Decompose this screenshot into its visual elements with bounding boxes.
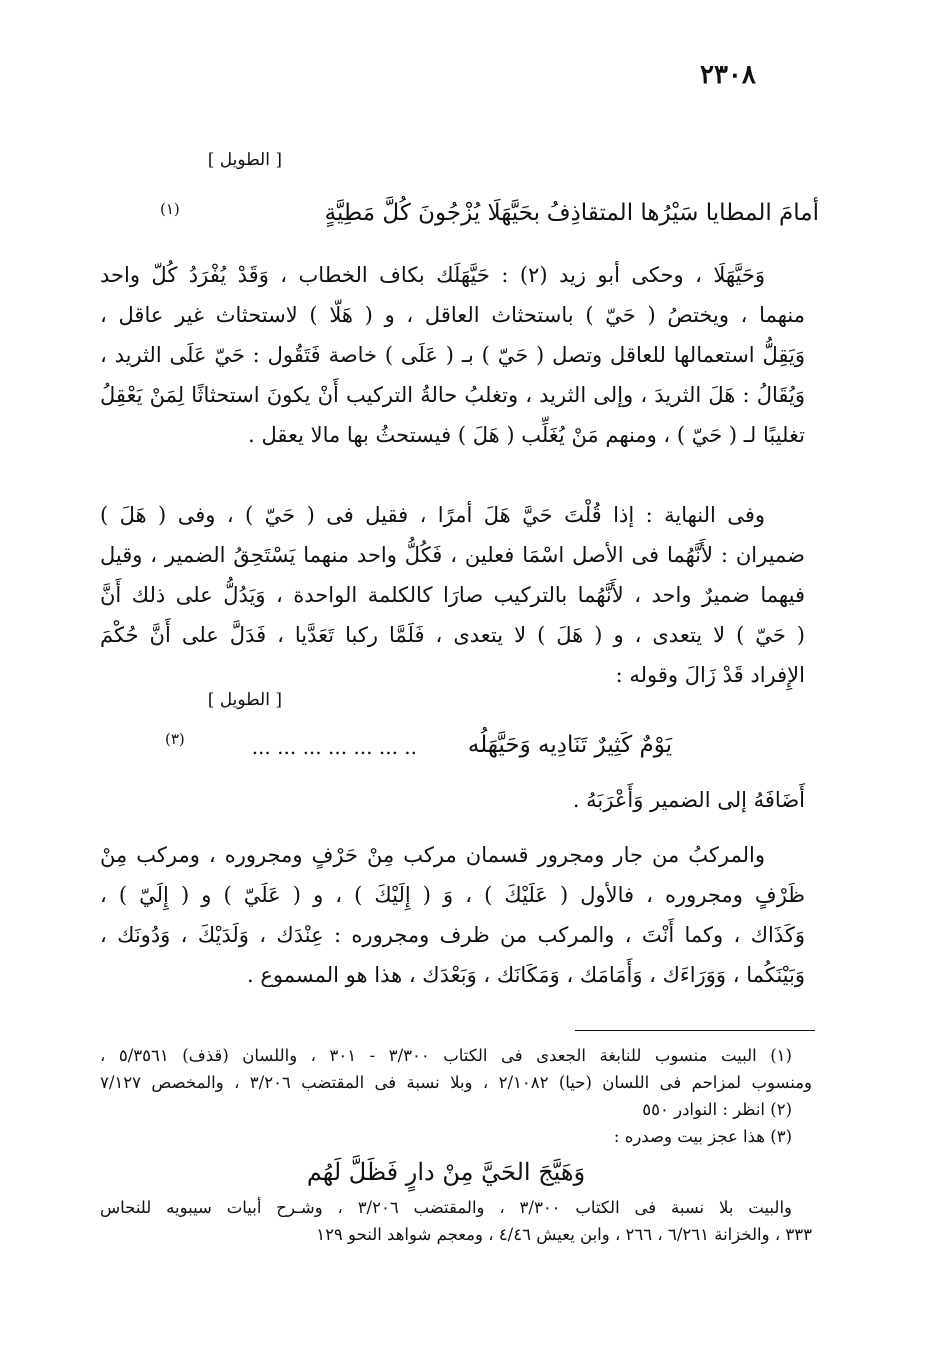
para3-line: ظَرْفٍ ومجروره ، فالأول ( عَلَيْكَ ) ، وَ ( إِلَيْكَ ) ، و ( عَلَيّ ) و ( إِلَيّ ) ، bbox=[100, 883, 805, 907]
footnote-2: (٢) انظر : النوادر ٥٥٠ bbox=[642, 1100, 792, 1119]
para3-line: وَبَيْنَكُما ، وَوَرَاءَك ، وَأَمَامَك ، وَمَكَانَك ، وَبَعْدَك ، هذا هو المسموع . bbox=[246, 963, 805, 987]
verse1-first-hemistich: بحَيَّهَلَا يُزْجُونَ كُلَّ مَطِيَّةٍ bbox=[324, 200, 540, 226]
footnote-1-line-2: ومنسوب لمزاحم فى اللسان (حيا) ٢/١٠٨٢ ، وبلا نسبة فى المقتضب ٣/٢٠٦ ، والمخصص ٧/١٢٧ bbox=[100, 1073, 812, 1092]
after-verse2-line: أَضَافَهُ إلى الضمير وَأَعْرَبَهُ . bbox=[572, 788, 805, 812]
para1-line: وَيَقِلُّ استعمالها للعاقل وتصل ( حَيّ ) بـ ( عَلَى ) خاصة فَتَقُول : حَيّ عَلَى الثريد ، bbox=[100, 343, 805, 367]
para2-line: الإِفراد قَدْ زَالَ وقوله : bbox=[615, 663, 805, 687]
footnote-separator bbox=[575, 1030, 815, 1031]
meter-label: [ الطويل ] bbox=[207, 150, 282, 170]
para2-line: فيهما ضميرٌ واحد ، لأَنَّهُما بالتركيب صارَا كالكلمة الواحدة ، وَيَدُلُّ على ذلك أَنَّ bbox=[100, 583, 805, 607]
footnotes bbox=[100, 1042, 812, 1248]
para1-line: تغليبًا لـ ( حَيّ ) ، ومنهم مَنْ يُغَلِّب ( هَلَ ) فيستحثُ بها مالا يعقل . bbox=[248, 423, 805, 447]
after-verse2 bbox=[100, 780, 805, 820]
para2-line: ضميران : لأَنَّهُما فى الأصل اسْمَا فعلين ، فَكُلُّ واحد منهما يَسْتَحِقُ الضمير ، وقيل bbox=[100, 543, 805, 567]
footnote-3-line-2: ٣٣٣ ، والخزانة ٦/٢٦١ ، ٢٦٦ ، وابن يعيش ٤/٤٦ ، ومعجم شواهد النحو ١٢٩ bbox=[316, 1225, 812, 1244]
meter-label-2: [ الطويل ] bbox=[207, 690, 282, 710]
verse1-second-hemistich: أمامَ المطايا سَيْرُها المتقاذِفُ bbox=[546, 200, 819, 226]
verse2-dots: .. ... ... ... ... ... ... bbox=[251, 735, 417, 759]
paragraph-1 bbox=[100, 255, 805, 455]
paragraph-2 bbox=[100, 495, 805, 695]
footnote-3: (٣) هذا عجز بيت وصدره : bbox=[613, 1127, 792, 1146]
footnote-1-line-1: (١) البيت منسوب للنابغة الجعدى فى الكتاب ٣/٣٠٠ - ٣٠١ ، واللسان (قذف) ٥/٣٥٦١ ، bbox=[100, 1046, 792, 1065]
verse2-note-ref: (٣) bbox=[165, 730, 185, 748]
footnote-3-verse: وَهَيَّجَ الحَيَّ مِنْ دارٍ فَظَلَّ لَهُم bbox=[306, 1158, 586, 1186]
paragraph-3 bbox=[100, 835, 805, 995]
para2-line: وفى النهاية : إذا قُلْتَ حَيَّ هَلَ أمرًا ، فقيل فى ( حَيّ ) ، وفى ( هَلَ ) bbox=[100, 503, 765, 527]
para1-line: وَيُقَالُ : هَلَ الثريدَ ، وإلى الثريد ، وتغلبُ حالةُ التركيب أَنْ يكونَ استحثاثًا لِمَنْ يَعْقِلُ bbox=[100, 383, 805, 407]
footnote-3-line-1: والبيت بلا نسبة فى الكتاب ٣/٣٠٠ ، والمقتضب ٣/٢٠٦ ، وشـرح أبيات سيبويه للنحاس bbox=[100, 1198, 792, 1217]
verse1-note-ref: (١) bbox=[160, 200, 180, 218]
para1-line: وَحَيَّهَلَا ، وحكى أبو زيد (٢) : حَيَّهَلَك بكاف الخطاب ، وَقَدْ يُفْرَدُ كُلّ واحد bbox=[100, 263, 765, 287]
para2-line: ( حَيّ ) لا يتعدى ، و ( هَلَ ) لا يتعدى ، فَلَمَّا ركبا تَعَدَّيا ، فَدَلَّ على أَنَّ حُكْمَ bbox=[100, 623, 805, 647]
para3-line: والمركبُ من جار ومجرور قسمان مركب مِنْ حَرْفٍ ومجروره ، ومركب مِنْ bbox=[100, 843, 765, 867]
verse2-text: يَوْمٌ كَثِيرٌ تَنَادِيه وَحَيَّهَلُه bbox=[467, 732, 672, 758]
para3-line: وَكَذَاك ، وكما أَنْتَ ، والمركب من ظرف ومجروره : عِنْدَك ، وَلَدَيْكَ ، وَدُونَك ، bbox=[100, 923, 805, 947]
page-number: ٢٣٠٨ bbox=[700, 60, 756, 90]
para1-line: منهما ، ويختصُ ( حَيّ ) باستحثاث العاقل ، و ( هَلّا ) لاستحثاث غير عاقل ، bbox=[100, 303, 805, 327]
